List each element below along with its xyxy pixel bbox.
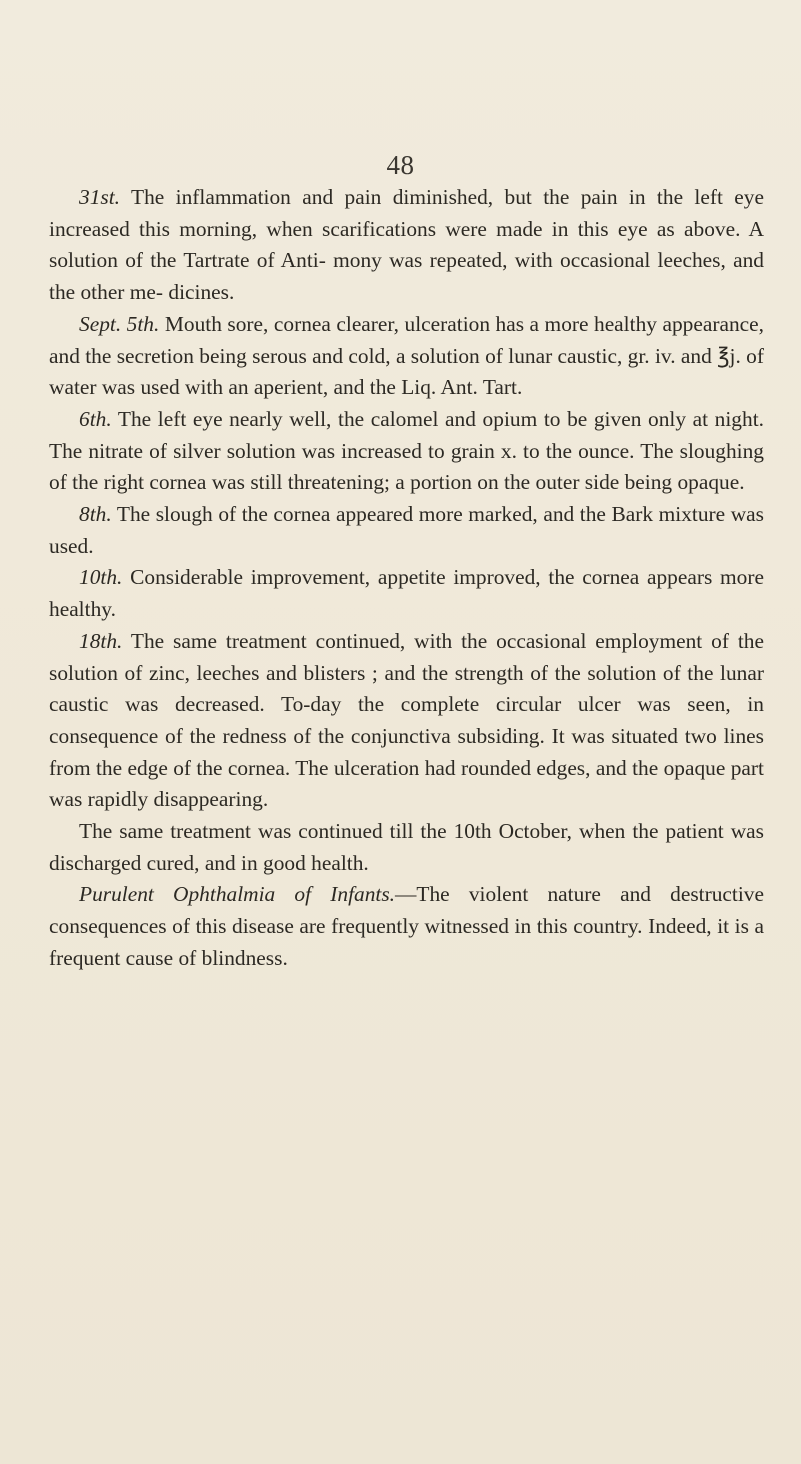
paragraph-text: The same treatment was continued till the 10th October, when the patient was discharged cured, and in good health. — [49, 819, 764, 875]
body-text — [49, 182, 764, 975]
date-label: 8th. — [79, 502, 112, 527]
paragraph-purulent-ophthalmia — [49, 879, 764, 974]
date-label: 31st. — [79, 185, 121, 209]
date-label: 6th. — [79, 406, 112, 431]
paragraph-aug-31 — [49, 182, 764, 309]
paragraph-text: —The violent nature and destructive consequences of this disease are frequently witnessed in this country. Indeed, it is a frequent cause of blindness. — [49, 882, 765, 970]
paragraph-sept-18 — [49, 626, 764, 816]
date-label: Sept. 5th. — [79, 311, 160, 336]
paragraph-discharge — [49, 816, 764, 879]
date-label: 10th. — [79, 565, 123, 590]
section-heading: Purulent Ophthalmia of Infants. — [79, 882, 396, 907]
paragraph-text: The inflammation and pain diminished, but the pain in the left eye increased this morning, when scarifications were made in this eye as above. A solution of the Tartrate of Anti- mony was repeated, with occasional leeches, and the other me- dicines. — [49, 185, 764, 305]
paragraph-text: Considerable improvement, appetite improved, the cornea appears more healthy. — [49, 565, 764, 622]
paragraph-sept-5 — [49, 309, 764, 404]
date-label: 18th. — [79, 628, 123, 653]
paragraph-sept-8 — [49, 499, 764, 562]
paragraph-text: The left eye nearly well, the calomel and opium to be given only at night. The nitrate of silver solution was increased to grain x. to the ounce. The sloughing of the right cornea was still threatening; a portion on the outer side being opaque. — [49, 406, 764, 495]
paragraph-text: Mouth sore, cornea clearer, ulceration has a more healthy appearance, and the secretion being serous and cold, a solution of lunar caustic, gr. iv. and ℥j. of water was used with an aperient, and the Liq. Ant. Tart. — [49, 311, 764, 400]
paragraph-text: The slough of the cornea appeared more marked, and the Bark mixture was used. — [49, 502, 764, 558]
paragraph-sept-6 — [49, 404, 764, 499]
paragraph-sept-10 — [49, 562, 764, 625]
page-number: 48 — [386, 150, 415, 180]
paragraph-text: The same treatment continued, with the occasional employment of the solution of zinc, leeches and blisters ; and the strength of the solution of the lunar caustic was decreased. To-day the complete circular ulcer was seen, in consequence of the redness of the conjunctiva subsiding. It was situated two lines from the edge of the cornea. The ulceration had rounded edges, and the opaque part was rapidly disappearing. — [49, 628, 764, 812]
